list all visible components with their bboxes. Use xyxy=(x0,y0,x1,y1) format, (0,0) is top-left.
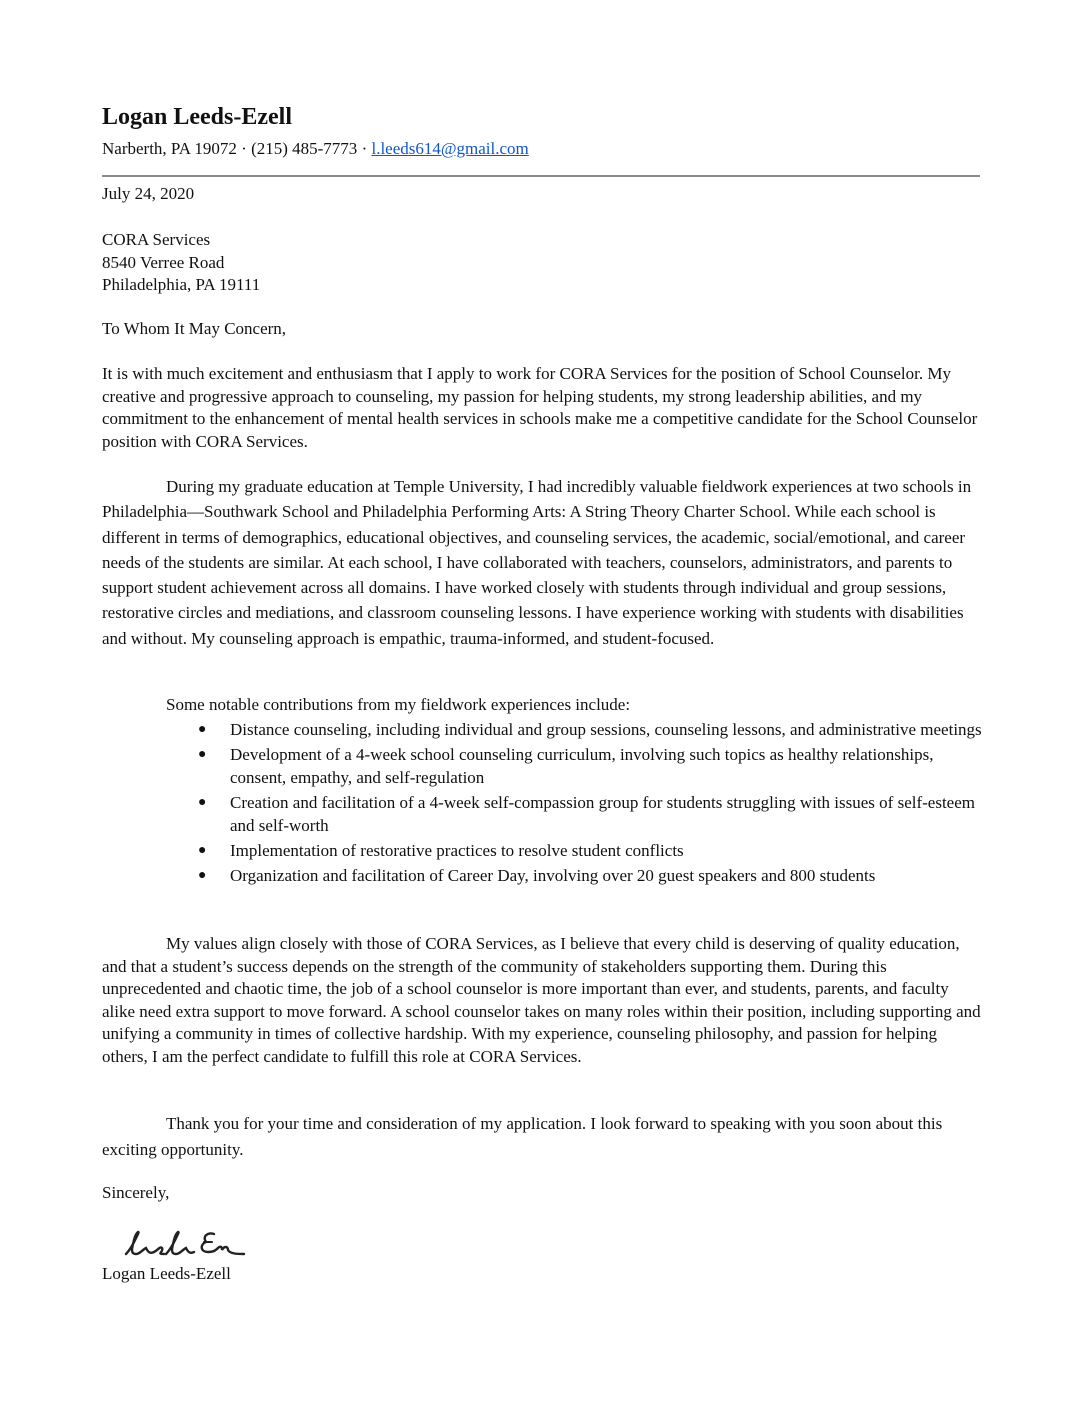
signature-icon xyxy=(118,1228,248,1267)
list-item: ● Distance counseling, including individual and group sessions, counseling lessons, and administrative meetings xyxy=(102,719,992,742)
bullet-icon: ● xyxy=(198,868,207,884)
separator: · xyxy=(357,139,372,158)
sender-contact-line xyxy=(102,139,529,159)
paragraph-values: My values align closely with those of CORA Services, as I believe that every child is deserving of quality education, and that a student’s success depends on the strength of the community of stakeholders supporting them. During this unprecedented and chaotic time, the job of a school counselor is more important than ever, and students, parents, and faculty alike need extra support to move forward. A school counselor takes on many roles within their position, including supporting and unifying a community in times of collective hardship. With my experience, counseling philosophy, and passion for helping others, I am the perfect candidate to fulfill this role at CORA Services. xyxy=(102,934,981,1066)
sender-email-link[interactable]: l.leeds614@gmail.com xyxy=(371,139,529,158)
list-item: ● Implementation of restorative practices to resolve student conflicts xyxy=(102,840,992,863)
list-item: ● Development of a 4-week school counseling curriculum, involving such topics as healthy relationships, consent, empathy, and self-regulation xyxy=(198,745,934,787)
salutation: To Whom It May Concern, xyxy=(102,319,287,338)
list-item: ● Creation and facilitation of a 4-week self-compassion group for students struggling with issues of self-esteem and self-worth xyxy=(198,793,975,835)
recipient-street: 8540 Verree Road xyxy=(102,252,225,272)
signature-name: Logan Leeds-Ezell xyxy=(102,1264,231,1283)
header-divider xyxy=(102,175,980,177)
separator: · xyxy=(236,139,252,158)
sender-name: Logan Leeds-Ezell xyxy=(102,104,292,130)
bullet-icon: ● xyxy=(198,795,207,811)
paragraph-experience: During my graduate education at Temple University, I had incredibly valuable fieldwork experiences at two schools in Philadelphia—Southwark School and Philadelphia Performing Arts: A String Theory Charter School. While each school is different in terms of demographics, educational objectives, and counseling services, the academic, social/emotional, and career needs of the students are similar. At each school, I have collaborated with teachers, counselors, administrators, and parents to support student achievement across all domains. I have worked closely with students through individual and group sessions, restorative circles and mediations, and classroom counseling lessons. I have experience working with students with disabilities and without. My counseling approach is empathic, trauma-informed, and student-focused. xyxy=(102,477,972,648)
contributions-intro: Some notable contributions from my fieldwork experiences include: xyxy=(166,695,631,714)
list-item: ● Organization and facilitation of Career Day, involving over 20 guest speakers and 800 students xyxy=(102,865,992,888)
recipient-city: Philadelphia, PA 19111 xyxy=(102,275,261,294)
closing: Sincerely, xyxy=(102,1183,170,1202)
paragraph-intro: It is with much excitement and enthusiasm that I apply to work for CORA Services for the position of School Counselor. My creative and progressive approach to counseling, my passion for helping students, my strong leadership abilities, and my commitment to the enhancement of mental health services in schools make me a competitive candidate for the School Counselor position with CORA Services. xyxy=(102,364,978,451)
letter-date: July 24, 2020 xyxy=(102,184,195,203)
bullet-icon: ● xyxy=(198,747,207,763)
contributions-list xyxy=(102,719,992,890)
paragraph-thanks: Thank you for your time and consideration of my application. I look forward to speaking with you soon about this exciting opportunity. xyxy=(102,1114,943,1159)
bullet-icon: ● xyxy=(198,842,207,858)
recipient-company: CORA Services xyxy=(102,230,211,249)
sender-location: Narberth, PA 19072 xyxy=(102,139,237,158)
sender-phone: (215) 485-7773 xyxy=(251,139,358,158)
bullet-icon: ● xyxy=(198,722,207,737)
recipient-address xyxy=(102,229,260,297)
